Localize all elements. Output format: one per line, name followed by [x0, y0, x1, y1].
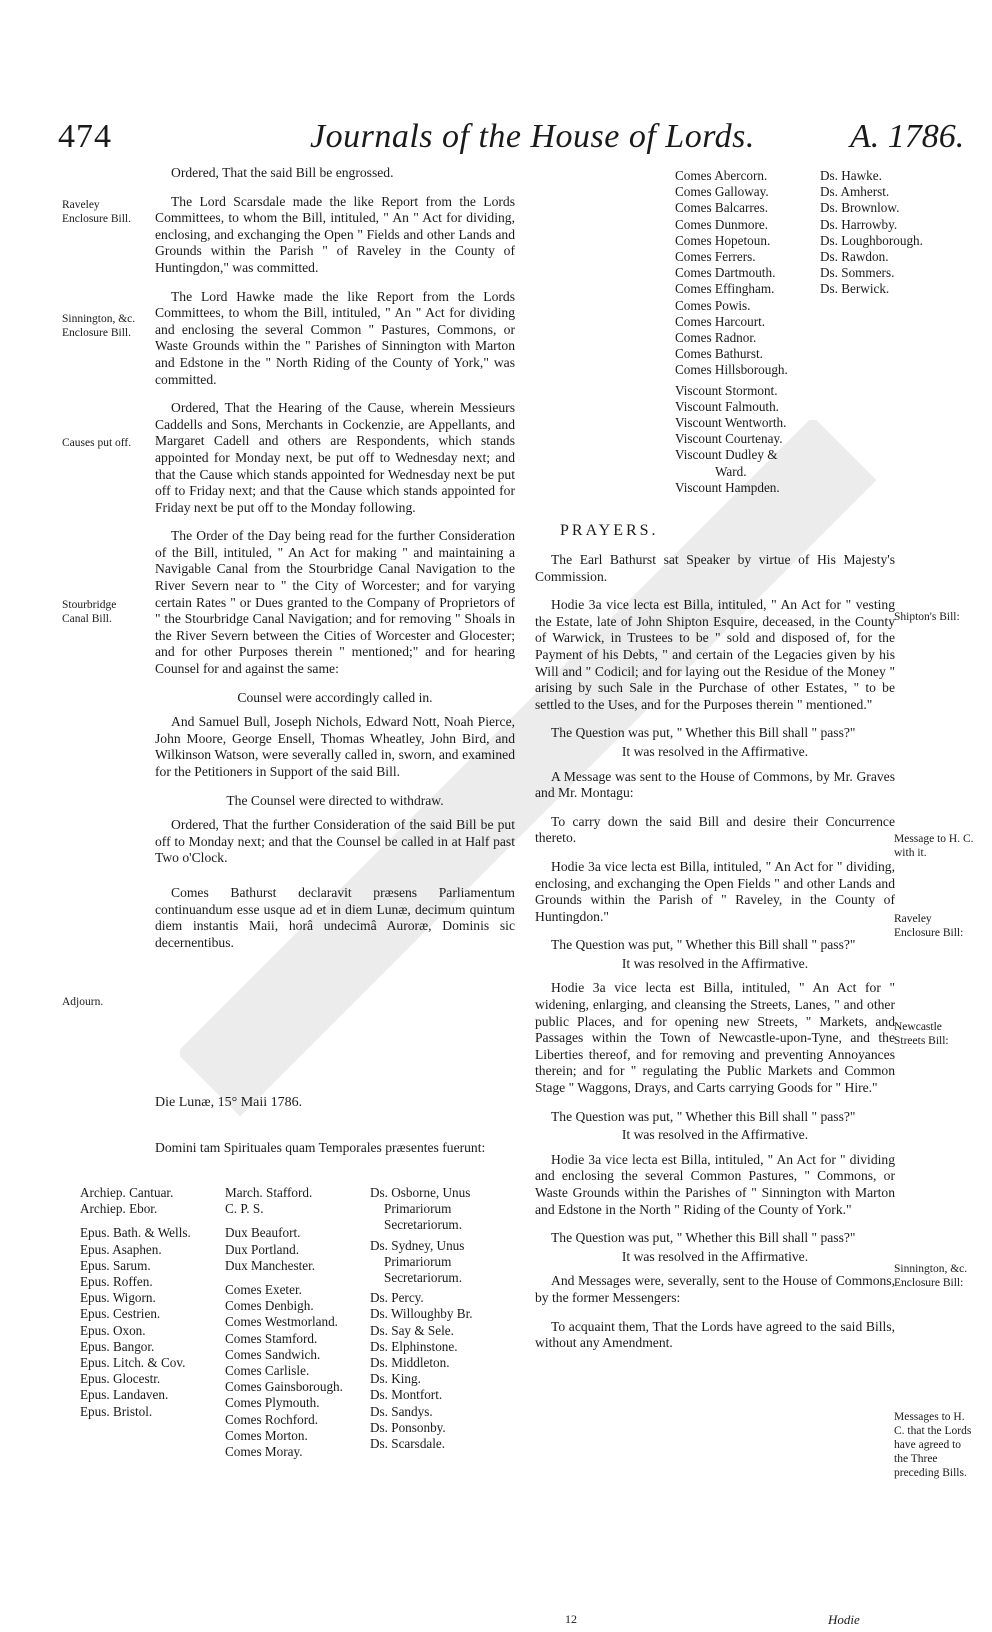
lord-name: Comes Exeter.: [225, 1282, 302, 1298]
right-paragraph-4: It was resolved in the Affirmative.: [621, 743, 809, 759]
lord-name: Epus. Glocestr.: [80, 1371, 161, 1387]
lord-name: Primariorum Secretariorum.: [384, 1253, 462, 1286]
lord-name: Comes Galloway.: [675, 184, 769, 200]
right-paragraph-8: The Question was put, " Whether this Bill shall " pass?": [551, 937, 856, 953]
right-column: [535, 552, 895, 1364]
lord-name: Comes Sandwich.: [225, 1346, 321, 1362]
left-paragraph-7: And Samuel Bull, Joseph Nichols, Edward Nott, Noah Pierce, John Moore, George Ensell, Thomas Wheatley, John Bird, and Wilkinson Watson, were severally called in, sworn, and examined for the Petitioners in Support of the said Bill.: [155, 714, 515, 779]
lord-name: Dux Manchester.: [225, 1257, 316, 1273]
lord-name: Archiep. Cantuar.: [80, 1185, 174, 1200]
lord-name: Ds. Berwick.: [820, 281, 890, 297]
right-paragraph-6: To carry down the said Bill and desire their Concurrence thereto.: [535, 813, 895, 846]
lord-name: Epus. Bristol.: [80, 1403, 153, 1419]
lord-name: Comes Bathurst.: [675, 346, 763, 362]
lord-name: Comes Plymouth.: [225, 1395, 320, 1411]
left-paragraph-5: The Order of the Day being read for the further Consideration of the Bill, intituled, " An Act for making " and maintaining a Navigable Canal from the Stourbridge Canal Navigation to the River Severn near to " the City of Worcester; and for varying certain Rates " or Dues granted to the Company of Proprietors of " the Stourbridge Canal Navigation; and for removing " Shoals in the River Severn between the Cities of Worcester and Glocester; and for other Purposes therein " mentioned;" and for hearing Counsel for and against the same:: [155, 528, 515, 677]
lord-name: Comes Stamford.: [225, 1330, 318, 1346]
lord-name: Ds. Hawke.: [820, 168, 882, 183]
lord-name: Ds. Elphinstone.: [370, 1338, 458, 1354]
lord-name: Comes Dartmouth.: [675, 265, 776, 281]
lord-name: Epus. Roffen.: [80, 1274, 153, 1290]
lords-column-3: [370, 1185, 514, 1452]
left-paragraph-10: Comes Bathurst declaravit præsens Parliamentum continuandum esse usque ad et in diem Lunæ, decimum quintum diem instantis Maii, horâ undecimâ Auroræ, Dominis sic decernentibus.: [155, 884, 515, 950]
lord-name: Ds. Willoughby Br.: [370, 1306, 473, 1322]
left-column: [155, 165, 515, 963]
lord-name: Ds. Sommers.: [820, 265, 895, 281]
right-paragraph-15: It was resolved in the Affirmative.: [621, 1248, 809, 1264]
margin-note-sinnington2: Sinnington, &c. Enclosure Bill:: [894, 1263, 968, 1289]
right-paragraph-1: The Earl Bathurst sat Speaker by virtue of His Majesty's Commission.: [535, 552, 895, 584]
right-paragraph-9: It was resolved in the Affirmative.: [621, 955, 809, 971]
lord-name: Ds. Amherst.: [820, 184, 890, 200]
lord-name: Viscount Dudley &: [675, 447, 778, 463]
lord-name: Dux Beaufort.: [225, 1225, 301, 1241]
lords-present-heading: Domini tam Spirituales quam Temporales præsentes fuerunt:: [155, 1140, 486, 1155]
right-paragraph-17: To acquaint them, That the Lords have agreed to the said Bills, without any Amendment.: [535, 1318, 895, 1351]
lord-name: Comes Hillsborough.: [675, 362, 788, 378]
lord-name: Comes Ferrers.: [675, 249, 756, 265]
lords-column-2: [225, 1185, 343, 1460]
lord-name: Viscount Hampden.: [675, 479, 780, 495]
page-year: A. 1786.: [850, 118, 965, 155]
margin-note-stourbridge: Stourbridge Canal Bill.: [62, 599, 117, 625]
left-paragraph-2: The Lord Scarsdale made the like Report from the Lords Committees, to whom the Bill, intituled, " An " Act for dividing, enclosing, and exchanging the Open " Fields and other Lands and Grounds within the Parish " of Raveley in the County of Huntingdon," was committed.: [155, 193, 515, 275]
lord-name: Ds. King.: [370, 1371, 421, 1387]
left-paragraph-8: The Counsel were directed to withdraw.: [226, 792, 444, 808]
right-paragraph-2: Hodie 3a vice lecta est Billa, intituled, " An Act for " vesting the Estate, late of John Shipton Esquire, deceased, in the County of Warwick, in Trustees to be " sold and disposed of, for the Payment of his Debts, " and certain of the Legacies given by his Will and " Codicil; and for laying out the Residue of the Money " arising by such Sale in the Purchase of other Estates, " to be settled to the Uses, and for the Purposes therein " mentioned.": [535, 597, 895, 712]
lord-name: Ds. Sydney, Unus: [370, 1237, 465, 1253]
lord-name: Epus. Cestrien.: [80, 1306, 161, 1322]
lord-name: Comes Westmorland.: [225, 1314, 338, 1330]
lord-name: Comes Powis.: [675, 297, 751, 313]
lord-name: Comes Radnor.: [675, 330, 757, 346]
lord-name: Comes Moray.: [225, 1444, 303, 1460]
left-paragraph-1: Ordered, That the said Bill be engrossed.: [171, 165, 394, 180]
lord-name: Ds. Osborne, Unus: [370, 1185, 471, 1200]
lord-name: Ds. Say & Sele.: [370, 1322, 454, 1338]
margin-note-newcastle: Newcastle Streets Bill:: [894, 1021, 949, 1047]
lord-name: Ward.: [715, 463, 747, 479]
margin-note-message: Message to H. C. with it.: [894, 833, 974, 859]
lord-name: Epus. Bangor.: [80, 1338, 155, 1354]
lord-name: Comes Balcarres.: [675, 200, 769, 216]
lords-column-4: [675, 168, 788, 496]
lord-name: Viscount Stormont.: [675, 382, 778, 398]
lord-name: Epus. Asaphen.: [80, 1241, 162, 1257]
margin-note-sinnington: Sinnington, &c. Enclosure Bill.: [62, 313, 136, 339]
lord-name: Comes Harcourt.: [675, 313, 766, 329]
signature-mark: 12: [565, 1612, 577, 1626]
right-paragraph-10: Hodie 3a vice lecta est Billa, intituled, " An Act for " widening, enlarging, and cleansing the Streets, Lanes, " and other public Places, and for opening new Streets, " Markets, and Passages within the Town of Newcastle-upon-Tyne, and the Liberties thereof, and for removing and preventing Annoyances therein; and for " regulating the Public Markets and Common Stage " Waggons, Drays, and Carts carrying Goods for " Hire.": [535, 980, 895, 1096]
right-paragraph-14: The Question was put, " Whether this Bill shall " pass?": [551, 1230, 856, 1246]
right-paragraph-12: It was resolved in the Affirmative.: [621, 1127, 809, 1143]
lord-name: C. P. S.: [225, 1201, 264, 1217]
right-paragraph-13: Hodie 3a vice lecta est Billa, intituled, " An Act for " dividing and enclosing the several Common Pastures, " Commons, or Waste Grounds within the Parishes of " Sinnington with Marton and Edstone in the North " Riding of the County of York.": [535, 1151, 895, 1217]
margin-note-shipton: Shipton's Bill:: [894, 611, 960, 623]
right-paragraph-16: And Messages were, severally, sent to the House of Commons, by the former Messengers:: [535, 1273, 895, 1305]
lord-name: Viscount Courtenay.: [675, 431, 783, 447]
lord-name: Ds. Sandys.: [370, 1403, 433, 1419]
lord-name: Ds. Rawdon.: [820, 249, 889, 265]
lord-name: Epus. Litch. & Cov.: [80, 1355, 186, 1371]
right-paragraph-5: A Message was sent to the House of Commons, by Mr. Graves and Mr. Montagu:: [535, 768, 895, 801]
lord-name: Comes Abercorn.: [675, 168, 768, 183]
lord-name: Ds. Ponsonby.: [370, 1419, 446, 1435]
left-paragraph-4: Ordered, That the Hearing of the Cause, wherein Messieurs Caddells and Sons, Merchants in Cockenzie, are Appellants, and Margaret Cadell and others are Respondents, which stands appointed for Monday next, be put off to Wednesday next; and that the Cause which stands appointed for Wednesday next be put off to Friday next; and that the Cause which stands appointed for Friday next be put off to the Monday following.: [155, 400, 515, 515]
lord-name: Viscount Falmouth.: [675, 398, 779, 414]
left-paragraph-9: Ordered, That the further Consideration of the said Bill be put off to Monday next; and that the Counsel be called in at Half past Two o'Clock.: [155, 817, 515, 866]
lord-name: Ds. Brownlow.: [820, 200, 900, 216]
lord-name: Comes Effingham.: [675, 281, 775, 297]
lord-name: Comes Hopetoun.: [675, 232, 771, 248]
lord-name: Epus. Wigorn.: [80, 1290, 156, 1306]
lord-name: Comes Rochford.: [225, 1411, 319, 1427]
right-paragraph-11: The Question was put, " Whether this Bill shall " pass?": [551, 1108, 856, 1124]
lord-name: Epus. Sarum.: [80, 1257, 151, 1273]
lord-name: Archiep. Ebor.: [80, 1201, 158, 1217]
margin-note-messages: Messages to H. C. that the Lords have agreed to the Three preceding Bills.: [894, 1411, 972, 1479]
page-title: Journals of the House of Lords.: [310, 118, 755, 155]
lords-column-1: [80, 1185, 191, 1420]
page-number: 474: [58, 118, 112, 155]
lord-name: Dux Portland.: [225, 1241, 299, 1257]
lord-name: Comes Denbigh.: [225, 1298, 314, 1314]
lord-name: Ds. Scarsdale.: [370, 1436, 446, 1452]
left-paragraph-3: The Lord Hawke made the like Report from the Lords Committees, to whom the Bill, intituled, " An " Act for dividing and enclosing the several Common " Pastures, Commons, or Waste Grounds within the " Parishes of Sinnington with Marton and Edstone in the " North Riding of the County of York," was committed.: [155, 288, 515, 387]
lord-name: Ds. Loughborough.: [820, 232, 923, 248]
lord-name: Viscount Wentworth.: [675, 415, 787, 431]
session-date: Die Lunæ, 15° Maii 1786.: [155, 1095, 303, 1110]
lord-name: Comes Morton.: [225, 1427, 308, 1443]
lord-name: Comes Carlisle.: [225, 1363, 310, 1379]
margin-note-raveley2: Raveley Enclosure Bill:: [894, 913, 964, 939]
margin-note-raveley: Raveley Enclosure Bill.: [62, 199, 131, 225]
margin-note-causes: Causes put off.: [62, 437, 132, 449]
lord-name: Ds. Middleton.: [370, 1355, 450, 1371]
right-paragraph-3: The Question was put, " Whether this Bill shall " pass?": [551, 725, 856, 741]
lord-name: Epus. Oxon.: [80, 1322, 146, 1338]
right-paragraph-7: Hodie 3a vice lecta est Billa, intituled, " An Act for " dividing, enclosing, and exchanging the Open Fields " and other Lands and Grounds within the Parish of " Raveley, in the County of Huntingdon.": [535, 858, 895, 924]
lord-name: Ds. Montfort.: [370, 1387, 443, 1403]
lord-name: Epus. Bath. & Wells.: [80, 1225, 191, 1241]
lord-name: Epus. Landaven.: [80, 1387, 169, 1403]
lord-name: Ds. Harrowby.: [820, 216, 898, 232]
left-paragraph-6: Counsel were accordingly called in.: [237, 689, 433, 705]
prayers-heading: PRAYERS.: [560, 522, 659, 539]
catchword: Hodie: [828, 1612, 860, 1627]
lord-name: Comes Gainsborough.: [225, 1379, 343, 1395]
lord-name: Primariorum Secretariorum.: [384, 1201, 462, 1233]
lord-name: Comes Dunmore.: [675, 216, 769, 232]
lord-name: Ds. Percy.: [370, 1290, 424, 1306]
margin-note-adjourn: Adjourn.: [62, 996, 104, 1008]
lord-name: March. Stafford.: [225, 1185, 313, 1200]
lords-column-5: [820, 168, 923, 298]
